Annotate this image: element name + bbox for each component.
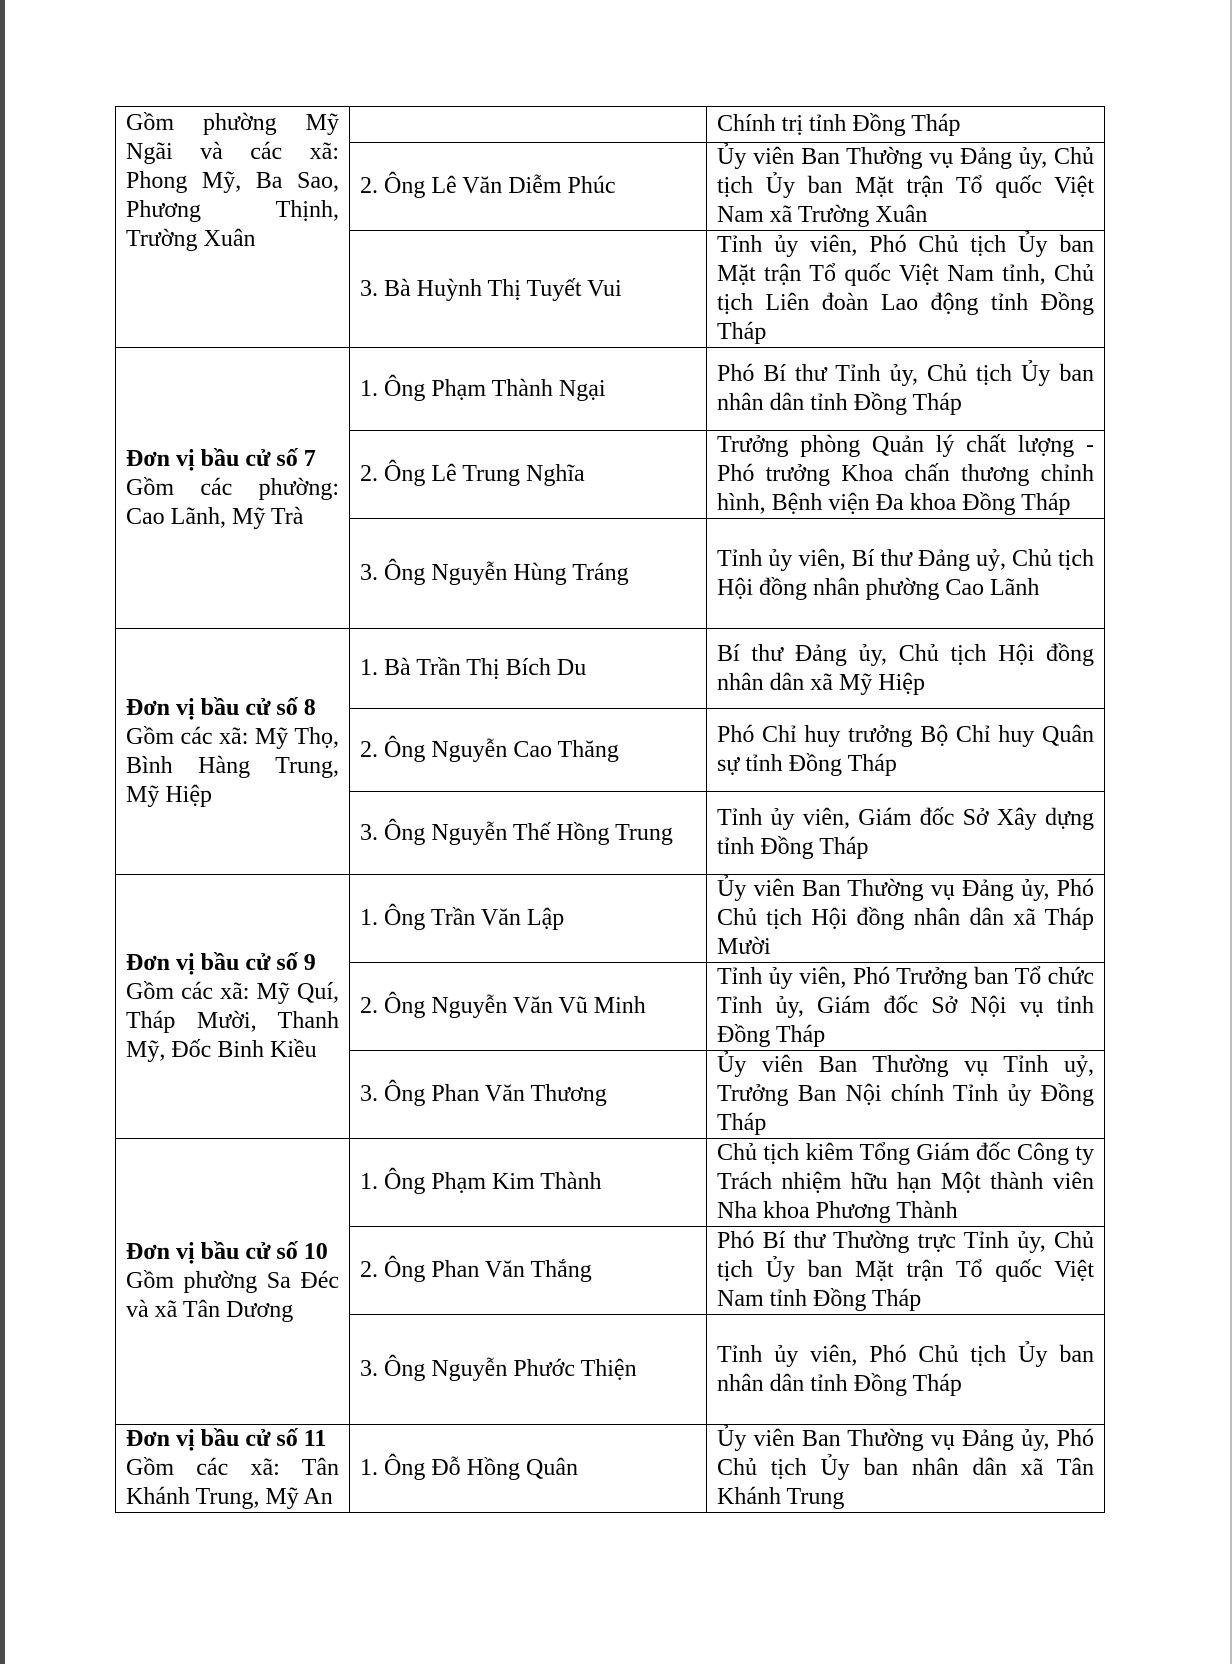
electoral-unit-cell bbox=[116, 348, 350, 629]
candidate-role: Phó Bí thư Tỉnh ủy, Chủ tịch Ủy ban nhân dân tỉnh Đồng Tháp bbox=[707, 348, 1105, 431]
candidate-role: Tỉnh ủy viên, Phó Trưởng ban Tổ chức Tỉnh ủy, Giám đốc Sở Nội vụ tỉnh Đồng Tháp bbox=[707, 963, 1105, 1051]
electoral-unit-description: Gồm các phường: Cao Lãnh, Mỹ Trà bbox=[126, 474, 339, 530]
candidate-role: Tỉnh ủy viên, Bí thư Đảng uỷ, Chủ tịch Hội đồng nhân phường Cao Lãnh bbox=[707, 519, 1105, 629]
candidate-name: 2. Ông Lê Văn Diễm Phúc bbox=[350, 143, 707, 231]
candidate-name: 3. Bà Huỳnh Thị Tuyết Vui bbox=[350, 231, 707, 348]
candidate-role: Tỉnh ủy viên, Phó Chủ tịch Ủy ban nhân dân tỉnh Đồng Tháp bbox=[707, 1315, 1105, 1425]
candidate-name: 1. Ông Phạm Thành Ngại bbox=[350, 348, 707, 431]
candidate-name: 1. Bà Trần Thị Bích Du bbox=[350, 629, 707, 709]
candidate-name: 3. Ông Nguyễn Hùng Tráng bbox=[350, 519, 707, 629]
table-row bbox=[116, 1425, 1105, 1513]
electoral-unit-description: Gồm phường Mỹ Ngãi và các xã: Phong Mỹ, Ba Sao, Phương Thịnh, Trường Xuân bbox=[126, 110, 339, 252]
electoral-unit-cell bbox=[116, 629, 350, 875]
table-row bbox=[116, 348, 1105, 431]
page-left-edge bbox=[0, 0, 5, 1664]
table-row bbox=[116, 107, 1105, 143]
candidate-role: Tỉnh ủy viên, Phó Chủ tịch Ủy ban Mặt trận Tổ quốc Việt Nam tỉnh, Chủ tịch Liên đoàn Lao động tỉnh Đồng Tháp bbox=[707, 231, 1105, 348]
electoral-unit-cell bbox=[116, 875, 350, 1139]
electoral-unit-cell bbox=[116, 1425, 350, 1513]
electoral-unit-title: Đơn vị bầu cử số 10 bbox=[126, 1239, 328, 1265]
candidate-role: Phó Bí thư Thường trực Tỉnh ủy, Chủ tịch Ủy ban Mặt trận Tổ quốc Việt Nam tỉnh Đồng Tháp bbox=[707, 1227, 1105, 1315]
candidate-role: Ủy viên Ban Thường vụ Đảng ủy, Phó Chủ tịch Hội đồng nhân dân xã Tháp Mười bbox=[707, 875, 1105, 963]
electoral-unit-cell bbox=[116, 1139, 350, 1425]
electoral-unit-title: Đơn vị bầu cử số 11 bbox=[126, 1426, 327, 1452]
candidate-name: 1. Ông Đỗ Hồng Quân bbox=[350, 1425, 707, 1513]
candidate-name: 2. Ông Nguyễn Cao Thăng bbox=[350, 709, 707, 792]
candidate-name: 3. Ông Nguyễn Thế Hồng Trung bbox=[350, 792, 707, 875]
candidate-name: 2. Ông Phan Văn Thắng bbox=[350, 1227, 707, 1315]
candidate-name bbox=[350, 107, 707, 143]
electoral-unit-title: Đơn vị bầu cử số 7 bbox=[126, 445, 316, 472]
table-row bbox=[116, 629, 1105, 709]
electoral-unit-title: Đơn vị bầu cử số 9 bbox=[126, 949, 316, 976]
candidate-table bbox=[115, 106, 1105, 1513]
candidate-role: Chủ tịch kiêm Tổng Giám đốc Công ty Trách nhiệm hữu hạn Một thành viên Nha khoa Phương Thành bbox=[707, 1139, 1105, 1227]
table-row bbox=[116, 1139, 1105, 1227]
candidate-name: 1. Ông Phạm Kim Thành bbox=[350, 1139, 707, 1227]
electoral-unit-description: Gồm phường Sa Đéc và xã Tân Dương bbox=[126, 1268, 339, 1323]
electoral-unit-description: Gồm các xã: Tân Khánh Trung, Mỹ An bbox=[126, 1455, 339, 1510]
table-row bbox=[116, 875, 1105, 963]
candidate-role: Phó Chỉ huy trưởng Bộ Chỉ huy Quân sự tỉnh Đồng Tháp bbox=[707, 709, 1105, 792]
electoral-unit-title: Đơn vị bầu cử số 8 bbox=[126, 694, 316, 721]
candidate-name: 2. Ông Lê Trung Nghĩa bbox=[350, 431, 707, 519]
candidate-role: Trưởng phòng Quản lý chất lượng - Phó trưởng Khoa chấn thương chỉnh hình, Bệnh viện Đa khoa Đồng Tháp bbox=[707, 431, 1105, 519]
candidate-role: Bí thư Đảng ủy, Chủ tịch Hội đồng nhân dân xã Mỹ Hiệp bbox=[707, 629, 1105, 709]
candidate-role: Ủy viên Ban Thường vụ Tỉnh uỷ, Trưởng Ban Nội chính Tỉnh ủy Đồng Tháp bbox=[707, 1051, 1105, 1139]
candidate-role: Ủy viên Ban Thường vụ Đảng ủy, Chủ tịch Ủy ban Mặt trận Tổ quốc Việt Nam xã Trường Xuân bbox=[707, 143, 1105, 231]
candidate-name: 3. Ông Nguyễn Phước Thiện bbox=[350, 1315, 707, 1425]
candidate-name: 1. Ông Trần Văn Lập bbox=[350, 875, 707, 963]
candidate-name: 3. Ông Phan Văn Thương bbox=[350, 1051, 707, 1139]
electoral-unit-cell bbox=[116, 107, 350, 348]
candidate-role: Chính trị tỉnh Đồng Tháp bbox=[707, 107, 1105, 143]
candidate-name: 2. Ông Nguyễn Văn Vũ Minh bbox=[350, 963, 707, 1051]
electoral-unit-description: Gồm các xã: Mỹ Quí, Tháp Mười, Thanh Mỹ, Đốc Binh Kiều bbox=[126, 978, 339, 1063]
electoral-unit-description: Gồm các xã: Mỹ Thọ, Bình Hàng Trung, Mỹ Hiệp bbox=[126, 723, 339, 808]
candidate-role: Ủy viên Ban Thường vụ Đảng ủy, Phó Chủ tịch Ủy ban nhân dân xã Tân Khánh Trung bbox=[707, 1425, 1105, 1513]
candidate-role: Tỉnh ủy viên, Giám đốc Sở Xây dựng tỉnh Đồng Tháp bbox=[707, 792, 1105, 875]
